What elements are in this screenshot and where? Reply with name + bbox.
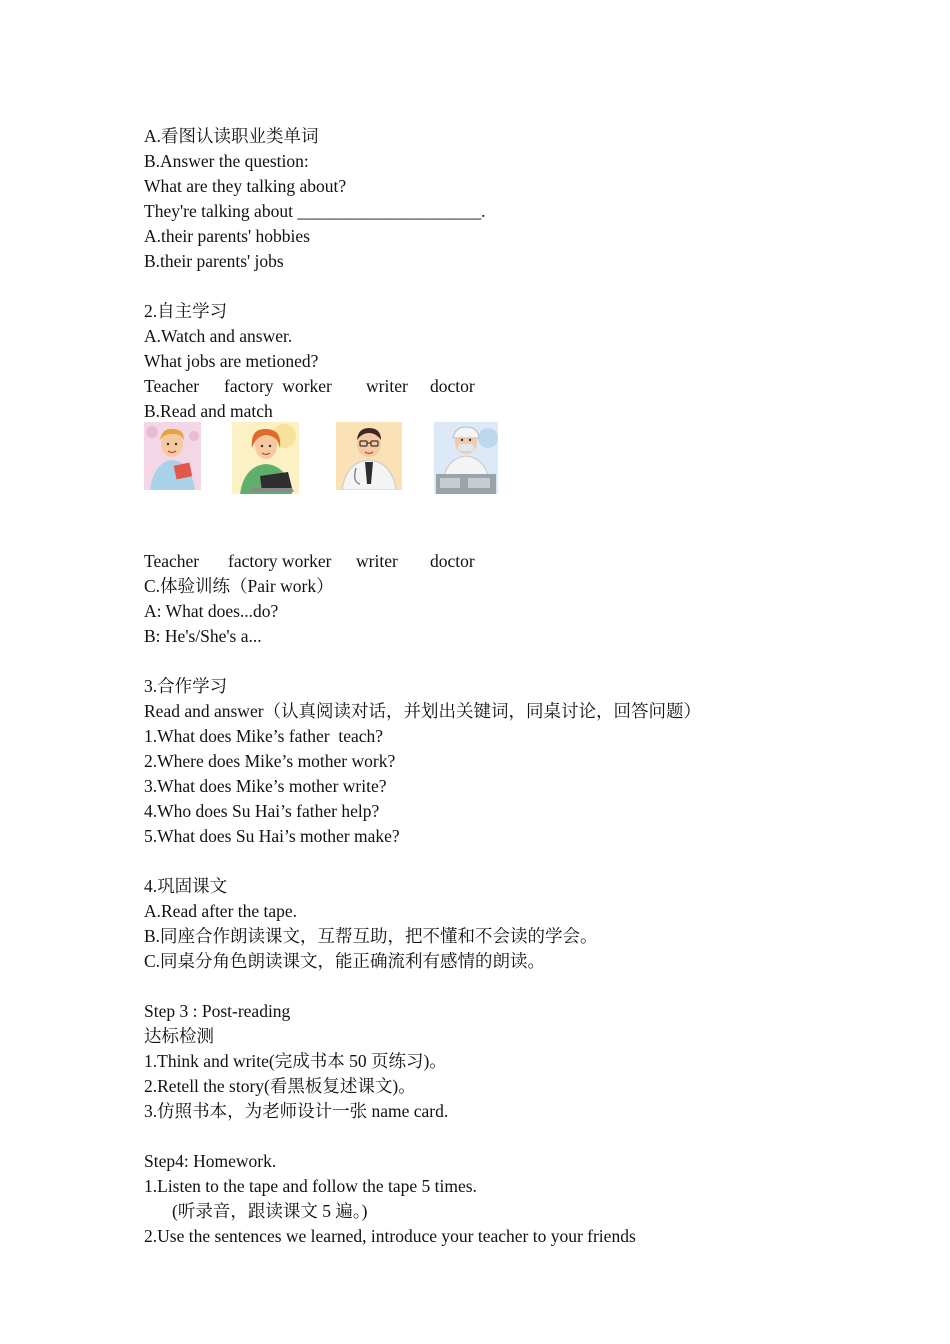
question-item: 2.Where does Mike’s mother work? (144, 751, 396, 771)
section2-heading: 2.自主学习 (144, 301, 228, 321)
job-word: doctor (430, 551, 475, 571)
step3-item: 1.Think and write(完成书本 50 页练习)。 (144, 1051, 447, 1071)
section2-question: What jobs are metioned? (144, 351, 319, 371)
question-item: 4.Who does Su Hai’s father help? (144, 801, 380, 821)
question-item: 5.What does Su Hai’s mother make? (144, 826, 400, 846)
step3-item: 3.仿照书本，为老师设计一张 name card. (144, 1101, 449, 1121)
section1-question: What are they talking about? (144, 176, 347, 196)
job-word: writer (366, 376, 408, 396)
section1-a: A.看图认读职业类单词 (144, 126, 319, 146)
section2-b: B.Read and match (144, 401, 273, 421)
factory-worker-picture-icon (434, 422, 498, 494)
step3-item: 2.Retell the story(看黑板复述课文)。 (144, 1076, 416, 1096)
writer-picture-icon (232, 422, 299, 494)
jobs-list-2 (144, 549, 864, 574)
section4-heading: 4.巩固课文 (144, 876, 228, 896)
section2-c: C.体验训练（Pair work） (144, 576, 334, 596)
step3-sub: 达标检测 (144, 1026, 214, 1046)
section2-a: A.Watch and answer. (144, 326, 293, 346)
step3-heading: Step 3 : Post-reading (144, 1001, 291, 1021)
question-item: 3.What does Mike’s mother write? (144, 776, 387, 796)
section4-b: B.同座合作朗读课文，互帮互助，把不懂和不会读的学会。 (144, 926, 598, 946)
section3-heading: 3.合作学习 (144, 676, 228, 696)
job-word: factory worker (224, 376, 332, 396)
section1-b: B.Answer the question: (144, 151, 309, 171)
homework-item-1: 1.Listen to the tape and follow the tape 5 times. (144, 1176, 477, 1196)
homework-item-2: 2.Use the sentences we learned, introduce your teacher to your friends (144, 1226, 636, 1246)
worksheet-content (144, 124, 864, 1249)
teacher-picture-icon (144, 422, 201, 490)
job-word: writer (356, 551, 398, 571)
section1-fill-blank: They're talking about _____________________. (144, 201, 486, 221)
section1-option-b: B.their parents' jobs (144, 251, 284, 271)
job-word: factory worker (228, 551, 332, 571)
job-word: Teacher (144, 376, 200, 396)
homework-item-1-note: (听录音，跟读课文 5 遍。) (172, 1201, 368, 1221)
step4-heading: Step4: Homework. (144, 1151, 277, 1171)
job-word: Teacher (144, 551, 200, 571)
section4-a: A.Read after the tape. (144, 901, 298, 921)
jobs-list-1 (144, 374, 864, 399)
dialog-a: A: What does...do? (144, 601, 279, 621)
question-item: 1.What does Mike’s father teach? (144, 726, 384, 746)
dialog-b: B: He's/She's a... (144, 626, 262, 646)
job-word: doctor (430, 376, 475, 396)
section1-option-a: A.their parents' hobbies (144, 226, 310, 246)
doctor-picture-icon (336, 422, 402, 490)
section3-intro: Read and answer（认真阅读对话，并划出关键词，同桌讨论，回答问题） (144, 701, 702, 721)
section4-c: C.同桌分角色朗读课文，能正确流利有感情的朗读。 (144, 951, 546, 971)
job-pictures (144, 424, 864, 524)
